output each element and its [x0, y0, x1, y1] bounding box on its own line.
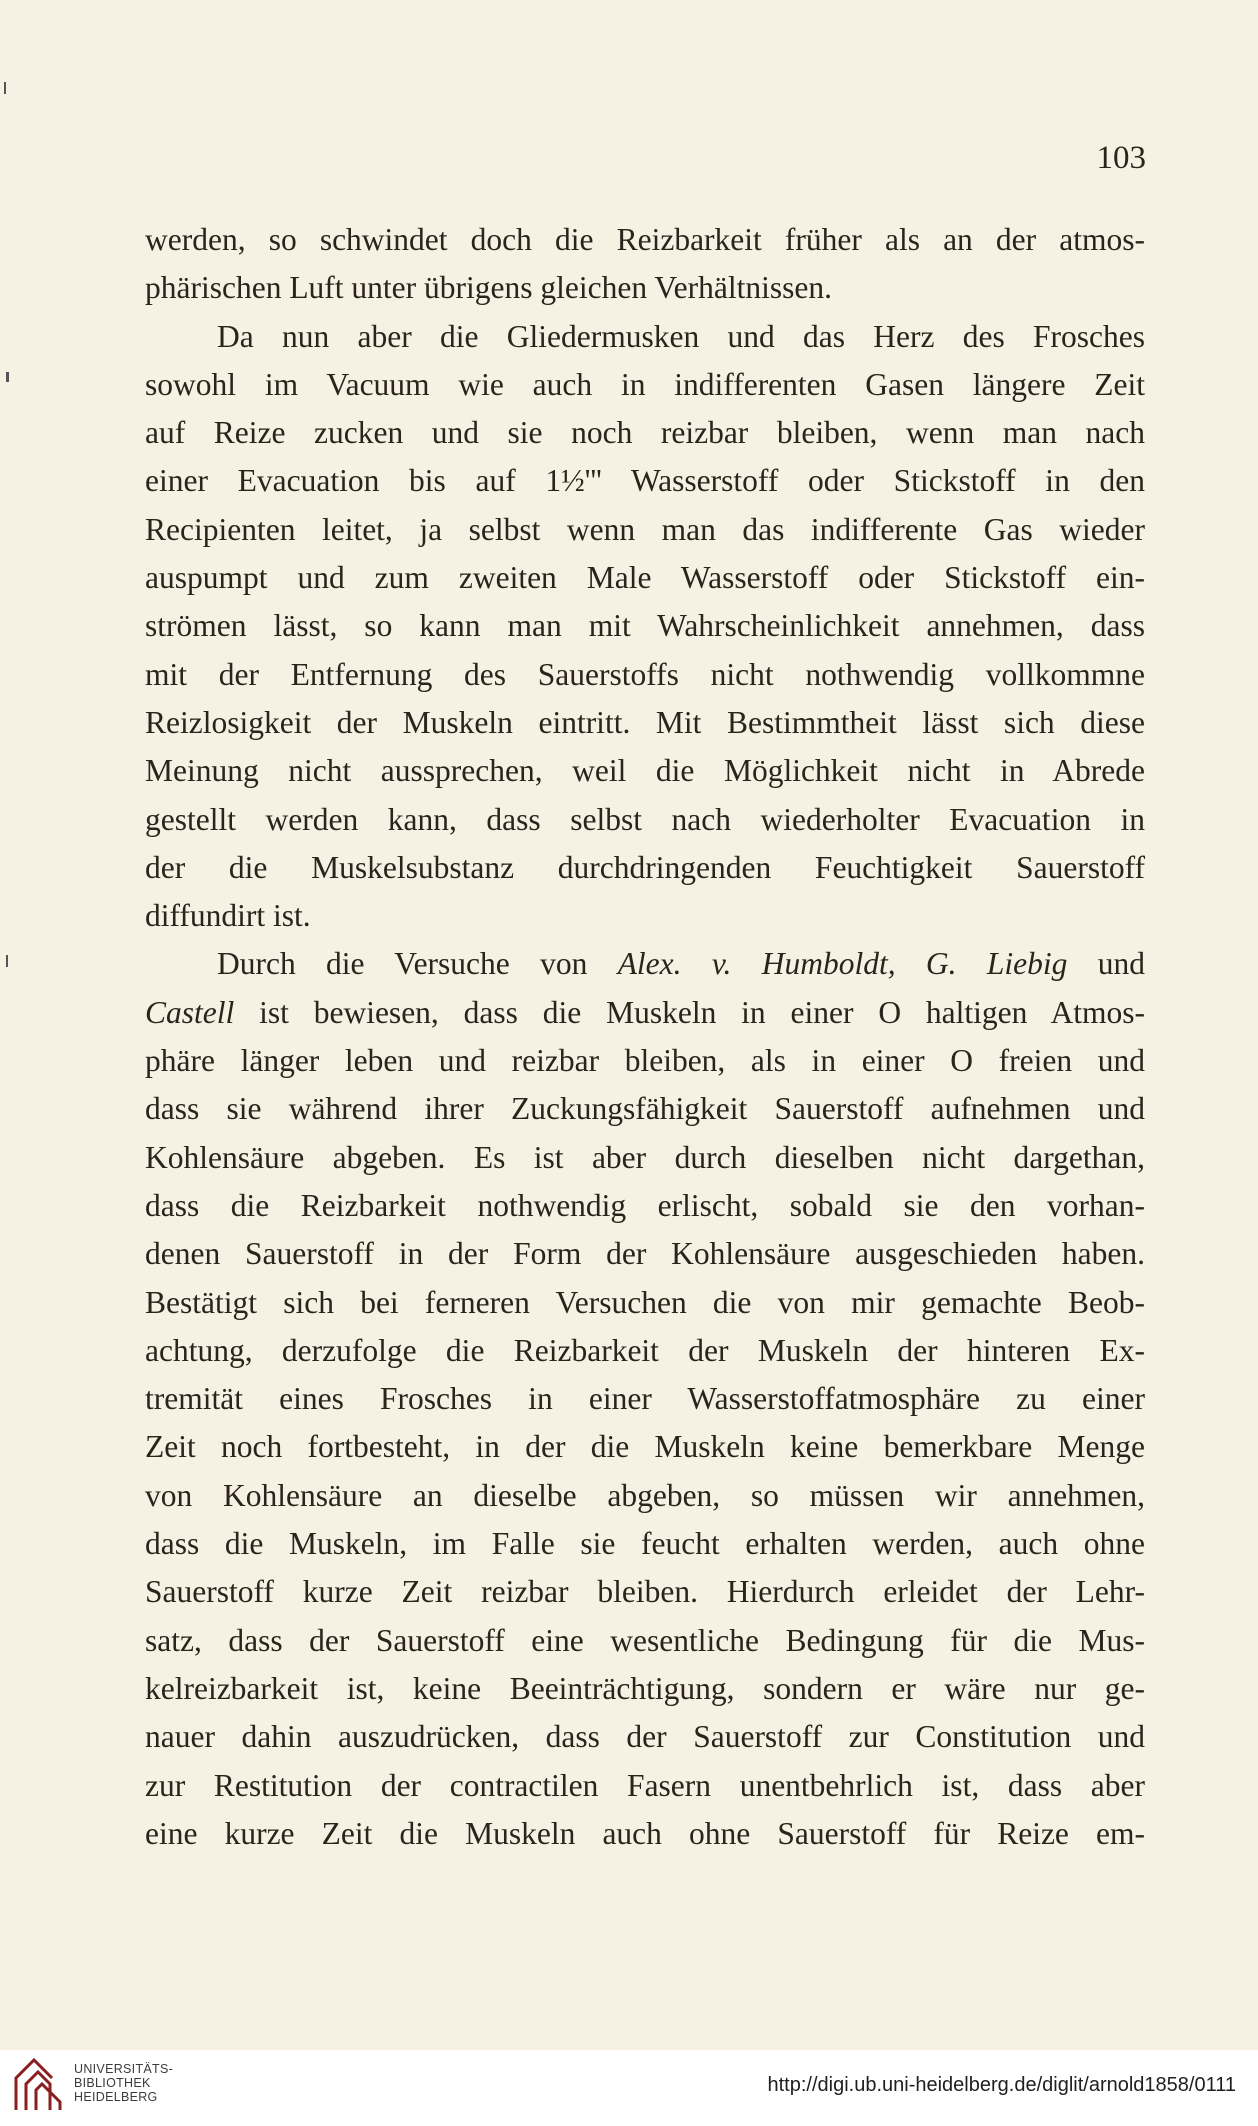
page-number: 103 [1096, 140, 1146, 176]
text-line: Zeit noch fortbesteht, in der die Muskeln keine bemerkbare Menge [145, 1429, 1145, 1465]
text-line: einer Evacuation bis auf 1½''' Wasserstoff oder Stickstoff in den [145, 463, 1145, 499]
text-line: Sauerstoff kurze Zeit reizbar bleiben. Hierdurch erleidet der Lehr- [145, 1574, 1145, 1610]
text-line: achtung, derzufolge die Reizbarkeit der Muskeln der hinteren Ex- [145, 1332, 1145, 1368]
text-line [145, 989, 1145, 1037]
library-name-line: HEIDELBERG [74, 2090, 158, 2104]
text-line: Meinung nicht aussprechen, weil die Möglichkeit nicht in Abrede [145, 753, 1145, 789]
library-name [74, 2062, 173, 2104]
body-text [145, 216, 1145, 1858]
text-line: gestellt werden kann, dass selbst nach wiederholter Evacuation in [145, 801, 1145, 837]
author-name: Castell [145, 994, 235, 1030]
author-names: Alex. v. Humboldt, G. Liebig [617, 946, 1068, 982]
library-name-line: BIBLIOTHEK [74, 2076, 151, 2090]
spine-marks [0, 0, 20, 2126]
text-line: Bestätigt sich bei ferneren Versuchen die von mir gemachte Beob- [145, 1284, 1145, 1320]
text-line: auspumpt und zum zweiten Male Wasserstoff oder Stickstoff ein- [145, 560, 1145, 596]
text-line: zur Restitution der contractilen Fasern unentbehrlich ist, dass aber [145, 1767, 1145, 1803]
text-line: phäre länger leben und reizbar bleiben, als in einer O freien und [145, 1043, 1145, 1079]
text-line: Da nun aber die Gliedermusken und das Herz des Frosches [217, 318, 1145, 354]
source-url-link[interactable]: http://digi.ub.uni-heidelberg.de/diglit/arnold1858/0111 [767, 2074, 1236, 2096]
text-line: dass die Reizbarkeit nothwendig erlischt, sobald sie den vorhan- [145, 1187, 1145, 1223]
text-line: denen Sauerstoff in der Form der Kohlensäure ausgeschieden haben. [145, 1236, 1145, 1272]
text-line: diffundirt ist. [145, 898, 311, 934]
text-line [145, 940, 1145, 988]
text-line: eine kurze Zeit die Muskeln auch ohne Sauerstoff für Reize em- [145, 1815, 1145, 1851]
library-building-icon[interactable] [12, 2054, 66, 2114]
text-line: satz, dass der Sauerstoff eine wesentliche Bedingung für die Mus- [145, 1622, 1145, 1658]
text-line: phärischen Luft unter übrigens gleichen Verhältnissen. [145, 270, 832, 306]
text-line: auf Reize zucken und sie noch reizbar bleiben, wenn man nach [145, 415, 1145, 451]
text-line: Reizlosigkeit der Muskeln eintritt. Mit Bestimmtheit lässt sich diese [145, 704, 1145, 740]
text-run: ist bewiesen, dass die Muskeln in einer O haltigen Atmos- [234, 994, 1145, 1030]
text-line: dass sie während ihrer Zuckungsfähigkeit Sauerstoff aufnehmen und [145, 1091, 1145, 1127]
text-line: tremität eines Frosches in einer Wasserstoffatmosphäre zu einer [145, 1381, 1145, 1417]
text-run: und [1067, 946, 1145, 982]
text-line: sowohl im Vacuum wie auch in indifferenten Gasen längere Zeit [145, 366, 1145, 402]
text-line: von Kohlensäure an dieselbe abgeben, so müssen wir annehmen, [145, 1477, 1145, 1513]
text-line: strömen lässt, so kann man mit Wahrscheinlichkeit annehmen, dass [145, 608, 1145, 644]
text-line: Recipienten leitet, ja selbst wenn man das indifferente Gas wieder [145, 511, 1145, 547]
text-line: werden, so schwindet doch die Reizbarkeit früher als an der atmos- [145, 222, 1145, 257]
text-line: Kohlensäure abgeben. Es ist aber durch dieselben nicht dargethan, [145, 1139, 1145, 1175]
library-name-line: UNIVERSITÄTS- [74, 2062, 174, 2076]
text-line: kelreizbarkeit ist, keine Beeinträchtigung, sondern er wäre nur ge- [145, 1670, 1145, 1706]
text-line: dass die Muskeln, im Falle sie feucht erhalten werden, auch ohne [145, 1526, 1145, 1562]
text-run: Durch die Versuche von [217, 946, 618, 982]
text-line: mit der Entfernung des Sauerstoffs nicht nothwendig vollkommne [145, 656, 1145, 692]
text-line: der die Muskelsubstanz durchdringenden Feuchtigkeit Sauerstoff [145, 849, 1145, 885]
text-line: nauer dahin auszudrücken, dass der Sauerstoff zur Constitution und [145, 1719, 1145, 1755]
